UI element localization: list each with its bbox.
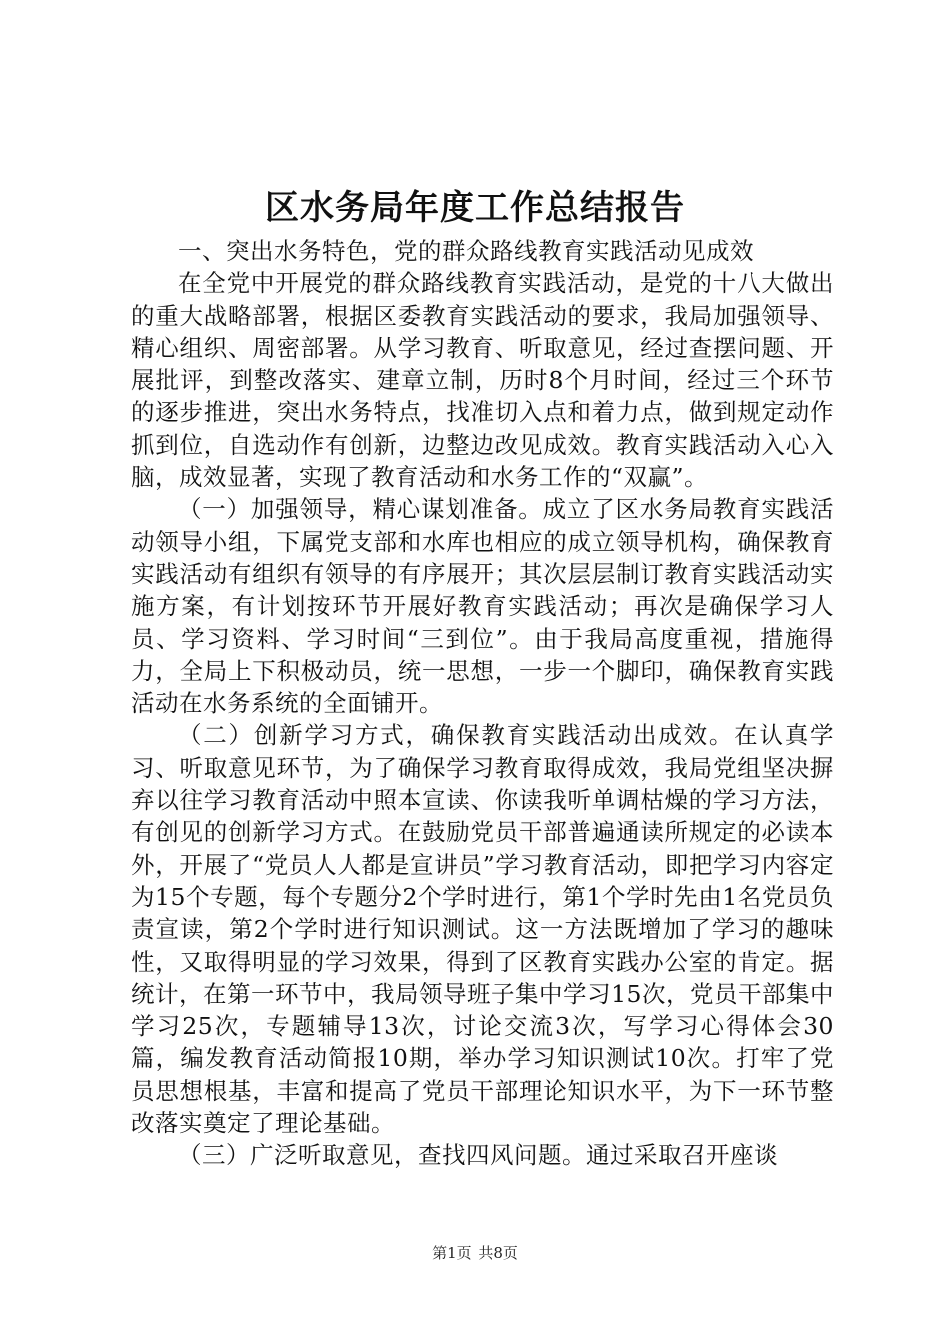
page-total: 共8页 [478, 1244, 518, 1262]
document-body [131, 235, 834, 1172]
page-number: 第1页 [432, 1244, 472, 1262]
section-heading: 一、突出水务特色，党的群众路线教育实践活动见成效 [178, 237, 754, 265]
page-footer [0, 1243, 950, 1263]
body-paragraph: （二）创新学习方式，确保教育实践活动出成效。在认真学习、听取意见环节，为了确保学习教育取得成效，我局党组坚决摒弃以往学习教育活动中照本宣读、你读我听单调枯燥的学习方法，有创见的创新学习方式。在鼓励党员干部普遍通读所规定的必读本外，开展了“党员人人都是宣讲员”学习教育活动，即把学习内容定为15个专题，每个专题分2个学时进行，第1个学时先由1名党员负责宣读，第2个学时进行知识测试。这一方法既增加了学习的趣味性，又取得明显的学习效果，得到了区教育实践办公室的肯定。据统计，在第一环节中，我局领导班子集中学习15次，党员干部集中学习25次，专题辅导13次，讨论交流3次，写学习心得体会30篇，编发教育活动简报10期，举办学习知识测试10次。打牢了党员思想根基，丰富和提高了党员干部理论知识水平，为下一环节整改落实奠定了理论基础。 [131, 721, 834, 1138]
document-title: 区水务局年度工作总结报告 [265, 188, 685, 228]
body-paragraph: （一）加强领导，精心谋划准备。成立了区水务局教育实践活动领导小组，下属党支部和水库也相应的成立领导机构，确保教育实践活动有组织有领导的有序展开；其次层层制订教育实践活动实施方案，有计划按环节开展好教育实践活动；再次是确保学习人员、学习资料、学习时间“三到位”。由于我局高度重视，措施得力，全局上下积极动员，统一思想，一步一个脚印，确保教育实践活动在水务系统的全面铺开。 [131, 495, 834, 718]
body-paragraph: 在全党中开展党的群众路线教育实践活动，是党的十八大做出的重大战略部署，根据区委教育实践活动的要求，我局加强领导、精心组织、周密部署。从学习教育、听取意见，经过查摆问题、开展批评，到整改落实、建章立制，历时8个月时间，经过三个环节的逐步推进，突出水务特点，找准切入点和着力点，做到规定动作抓到位，自选动作有创新，边整边改见成效。教育实践活动入心入脑，成效显著，实现了教育活动和水务工作的“双赢”。 [131, 269, 834, 492]
body-paragraph: （三）广泛听取意见，查找四风问题。通过采取召开座谈 [178, 1141, 778, 1170]
